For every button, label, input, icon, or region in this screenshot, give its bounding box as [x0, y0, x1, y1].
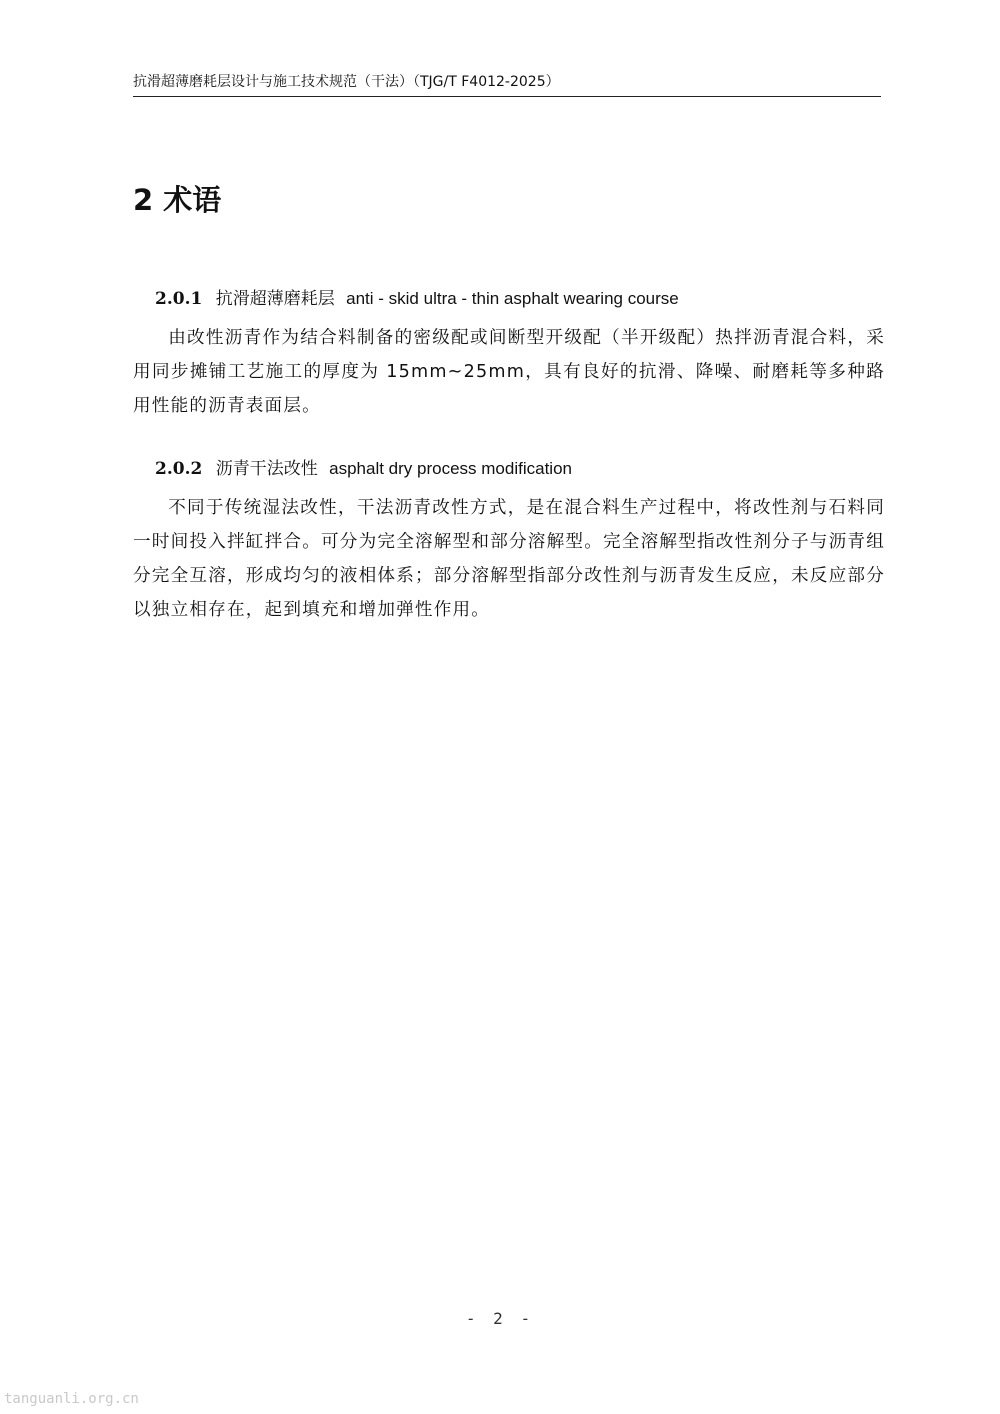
term-heading — [155, 287, 885, 311]
term-name-zh: 沥青干法改性 — [215, 459, 318, 479]
chapter-title: 2 术语 — [133, 183, 222, 217]
term-entry — [133, 457, 885, 627]
term-definition: 由改性沥青作为结合料制备的密级配或间断型开级配（半开级配）热拌沥青混合料，采用同步摊铺工艺施工的厚度为 15mm~25mm，具有良好的抗滑、降噪、耐磨耗等多种路用性能的沥青表面层。 — [133, 328, 885, 416]
term-entry — [133, 287, 885, 423]
term-number: 2.0.2 — [155, 459, 203, 479]
term-name-en: asphalt dry process modification — [329, 459, 572, 478]
term-name-zh: 抗滑超薄磨耗层 — [215, 289, 335, 309]
page-number: - 2 - — [465, 1309, 535, 1328]
term-number: 2.0.1 — [155, 289, 203, 309]
running-header — [133, 72, 881, 97]
term-definition: 不同于传统湿法改性，干法沥青改性方式，是在混合料生产过程中，将改性剂与石料同一时间投入拌缸拌合。可分为完全溶解型和部分溶解型。完全溶解型指改性剂分子与沥青组分完全互溶，形成均匀的液相体系；部分溶解型指部分改性剂与沥青发生反应，未反应部分以独立相存在，起到填充和增加弹性作用。 — [133, 498, 885, 620]
watermark: tanguanli.org.cn — [4, 1391, 139, 1407]
header-title: 抗滑超薄磨耗层设计与施工技术规范（干法）（TJG/T F4012-2025） — [133, 74, 560, 90]
term-heading — [155, 457, 885, 481]
term-name-en: anti - skid ultra - thin asphalt wearing course — [346, 289, 679, 308]
